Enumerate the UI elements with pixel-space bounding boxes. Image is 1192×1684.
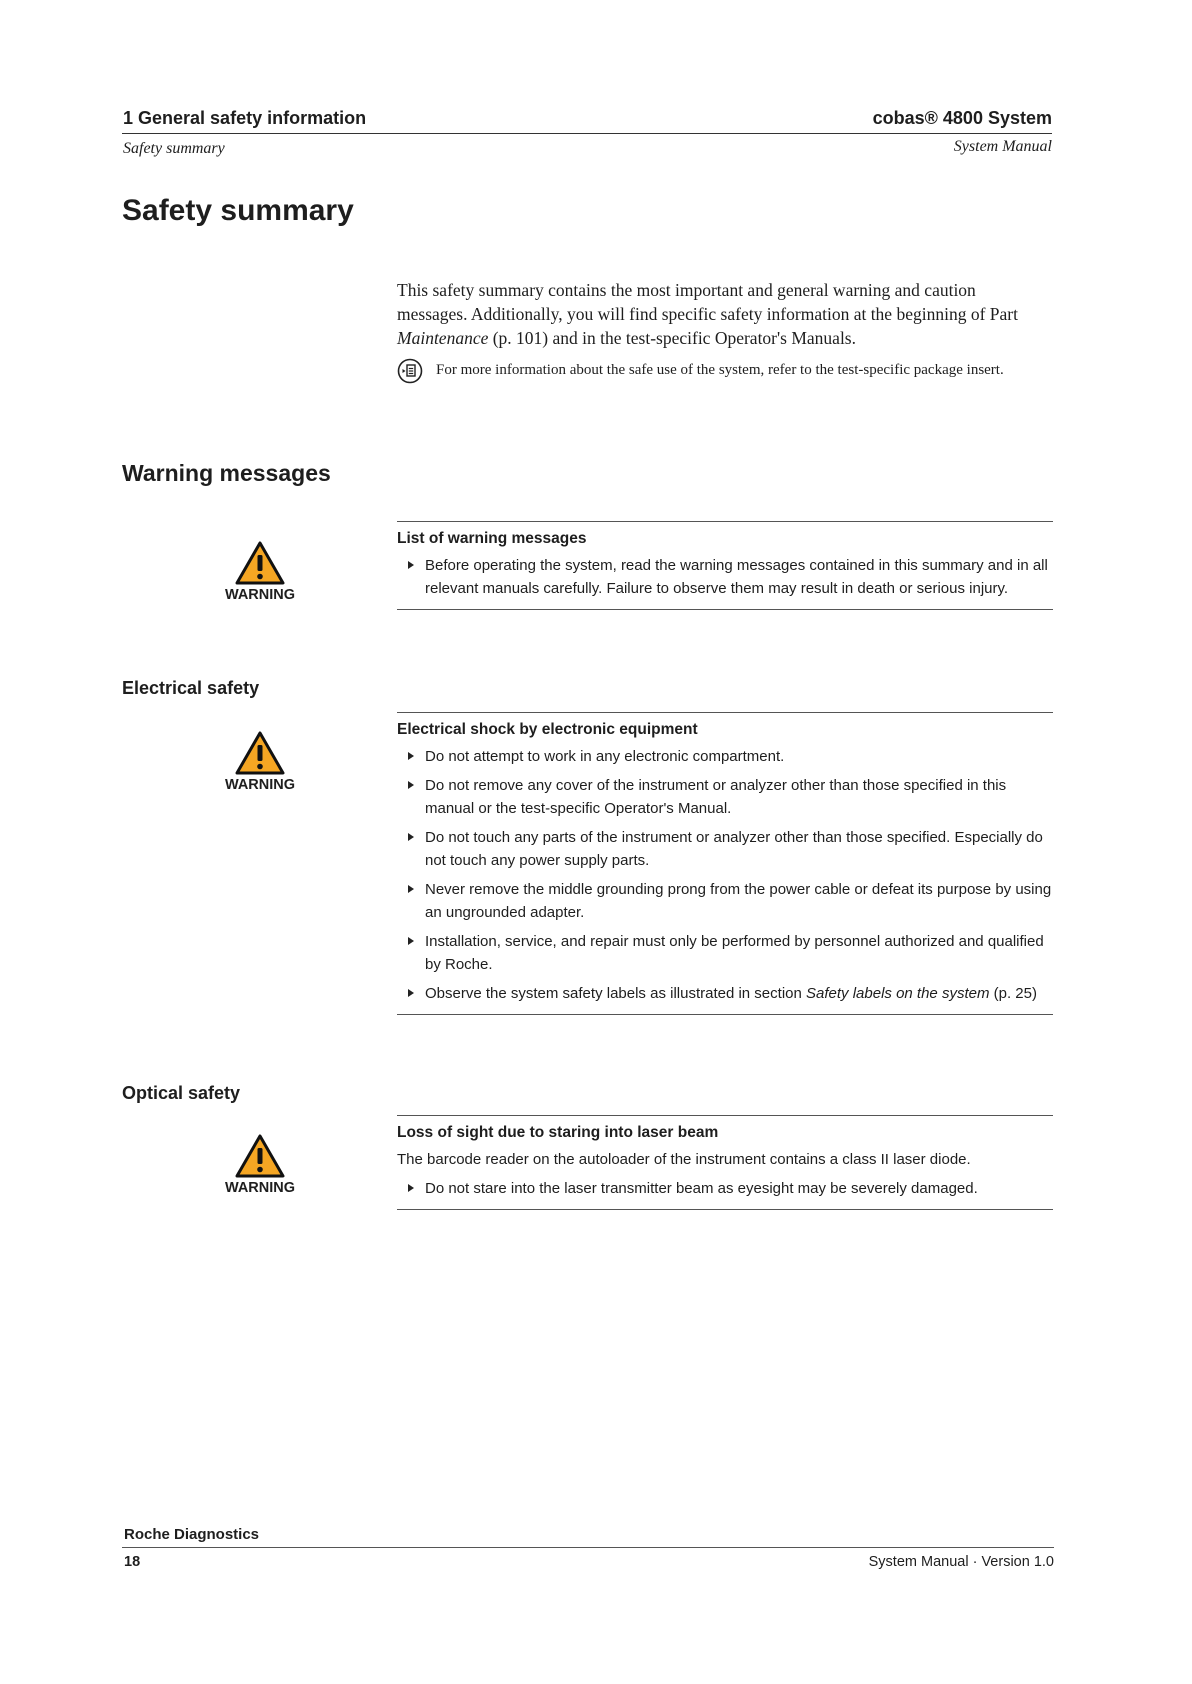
footer-rule — [122, 1547, 1054, 1548]
warning-triangle-icon — [234, 540, 286, 586]
box-text: The barcode reader on the autoloader of the instrument contains a class II laser diode. — [397, 1151, 971, 1168]
intro-text-after: (p. 101) and in the test-specific Operator's Manuals. — [488, 328, 856, 348]
footer-brand: Roche Diagnostics — [124, 1526, 260, 1543]
list-item: Never remove the middle grounding prong from the power cable or defeat its purpose by using an ungrounded adapter. — [397, 878, 1053, 924]
list-item: Do not stare into the laser transmitter beam as eyesight may be severely damaged. — [397, 1177, 1053, 1200]
footer-version: System Manual · Version 1.0 — [868, 1554, 1054, 1570]
section-title-optical-safety: Optical safety — [122, 1083, 241, 1103]
list-item: Do not remove any cover of the instrument or analyzer other than those specified in this manual or the test-specific Operator's Manual. — [397, 774, 1053, 820]
info-note — [397, 358, 1047, 384]
list-item: Do not touch any parts of the instrument or analyzer other than those specified. Especially do not touch any power supply parts. — [397, 826, 1053, 872]
warning-box-electrical — [397, 712, 1053, 1015]
warning-symbol — [220, 1133, 300, 1196]
warning-symbol — [220, 540, 300, 603]
section-title-warning-messages: Warning messages — [122, 460, 331, 486]
document-reference-icon — [397, 358, 423, 384]
warning-box-general — [397, 521, 1053, 610]
list-item: Do not attempt to work in any electronic compartment. — [397, 745, 1053, 768]
warning-label: WARNING — [224, 1180, 296, 1196]
section-name: Safety summary — [123, 140, 225, 157]
bullet-list — [397, 1177, 1053, 1200]
box-title: List of warning messages — [397, 530, 587, 547]
list-item: Before operating the system, read the warning messages contained in this summary and in all relevant manuals carefully. Failure to observe them may result in death or serious injury. — [397, 554, 1053, 600]
header-rule — [122, 133, 1052, 134]
chapter-title: 1 General safety information — [123, 108, 367, 128]
page-number: 18 — [124, 1554, 141, 1570]
warning-label: WARNING — [224, 777, 296, 793]
list-item-text: Observe the system safety labels as illustrated in section — [425, 985, 807, 1002]
intro-paragraph — [397, 278, 1047, 350]
page-title: Safety summary — [122, 194, 354, 227]
section-title-electrical-safety: Electrical safety — [122, 678, 260, 698]
warning-box-optical — [397, 1115, 1053, 1210]
safety-labels-link[interactable]: Safety labels on the system — [806, 985, 990, 1002]
maintenance-link[interactable]: Maintenance — [397, 328, 489, 348]
intro-text-before: This safety summary contains the most important and general warning and caution messages. Additionally, you will find specific safety information at the beginning of Part — [397, 280, 1018, 324]
list-item: Installation, service, and repair must only be performed by personnel authorized and qualified by Roche. — [397, 930, 1053, 976]
list-item — [397, 982, 1053, 1005]
warning-label: WARNING — [224, 587, 296, 603]
bullet-list — [397, 554, 1053, 600]
note-text: For more information about the safe use of the system, refer to the test-specific package insert. — [436, 362, 1004, 378]
warning-triangle-icon — [234, 1133, 286, 1179]
box-title: Loss of sight due to staring into laser beam — [397, 1124, 719, 1141]
manual-name: System Manual — [953, 138, 1052, 155]
box-title: Electrical shock by electronic equipment — [397, 721, 698, 738]
warning-triangle-icon — [234, 730, 286, 776]
product-name: cobas® 4800 System — [872, 108, 1052, 128]
list-item-text: (p. 25) — [989, 985, 1037, 1002]
bullet-list — [397, 745, 1053, 1005]
warning-symbol — [220, 730, 300, 793]
